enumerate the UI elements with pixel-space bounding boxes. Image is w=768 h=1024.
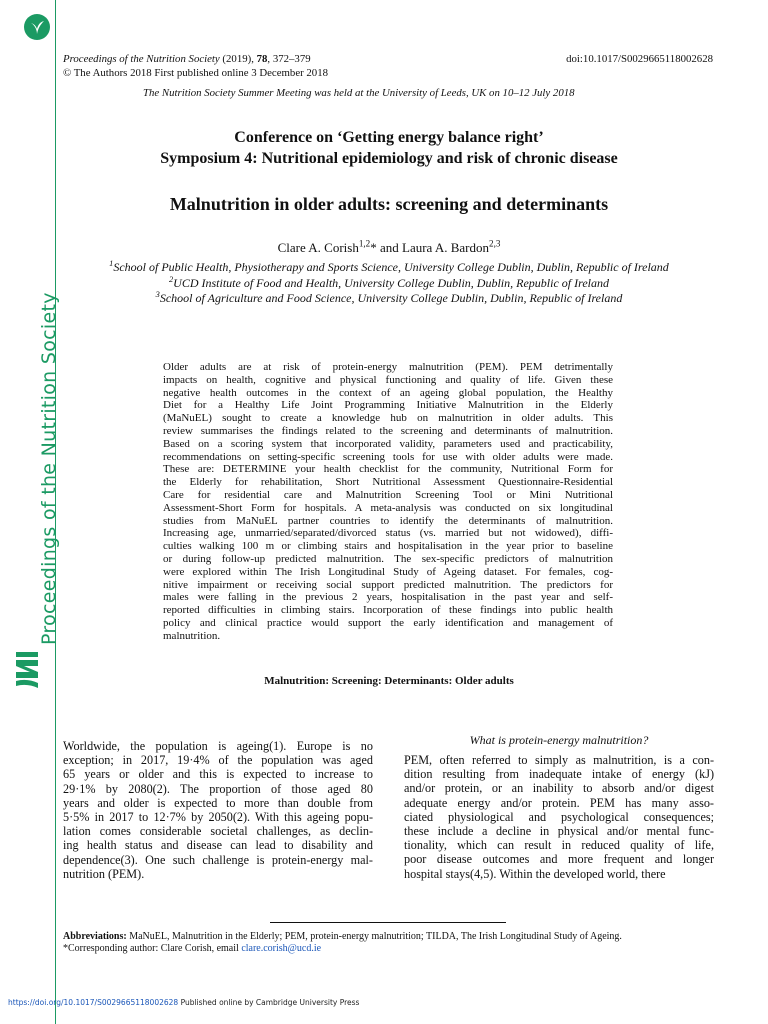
abbreviations: Abbreviations: MaNuEL, Malnutrition in the Elderly; PEM, protein-energy malnutrition; TILDA, The Irish Longitudinal Study of Ageing. <box>63 931 622 942</box>
year: (2019), <box>219 53 257 65</box>
abstract-line: males were falling in the previous 2 years, hospitalisation in the past year and self- <box>163 591 613 604</box>
body-line: ciated physiological and psychological consequences; <box>404 809 714 824</box>
body-line: 29·1% by 2080(2). The proportion of those aged 80 <box>63 781 373 796</box>
abstract-line: Based on a scoring system that incorporated validity, parameters used and practicability, <box>163 437 613 450</box>
body-line: these include a decline in physical and/or mental func- <box>404 824 714 839</box>
journal-name: Proceedings of the Nutrition Society <box>63 53 220 65</box>
footer <box>8 998 359 1007</box>
ns-logo-icon <box>12 650 42 690</box>
author-1: Clare A. Corish <box>277 240 359 255</box>
pages: , 372–379 <box>267 53 311 65</box>
section-heading: What is protein-energy malnutrition? <box>469 733 649 747</box>
abstract-line: reported difficulties in climbing stairs. Incorporation of these findings into public health <box>163 604 613 617</box>
body-line: nutrition (PEM). <box>63 866 145 881</box>
meeting-note: The Nutrition Society Summer Meeting was held at the University of Leeds, UK on 10–12 July 2018 <box>143 87 575 99</box>
author-line <box>56 240 722 256</box>
journal-vertical-title: Proceedings of the Nutrition Society <box>38 292 60 645</box>
abstract-line: studies from MaNuEL partner countries to identify the determinants of malnutrition. <box>163 514 613 527</box>
keywords: Malnutrition: Screening: Determinants: Older adults <box>264 675 514 687</box>
footnote-rule <box>270 922 506 923</box>
body-line: 5·5% in 2017 to 12·7% by 2050(2). With this ageing popu- <box>63 810 373 825</box>
title-block <box>56 127 722 169</box>
affiliations <box>56 260 722 307</box>
affiliation-1: $^1$School of Public Health, Physiotherapy and Sports Science, University College Dublin, Dublin, Republic of Ireland <box>109 259 669 274</box>
abstract-line: recommendations on setting-specific screening tools for use with older adults were made. <box>163 450 613 463</box>
abstract-line: review summarises the findings related to the screening and determinants of malnutrition. <box>163 424 613 437</box>
paper-title: Malnutrition in older adults: screening and determinants <box>169 194 609 214</box>
body-line: tionality, which can result in reduced quality of life, <box>404 838 714 853</box>
abstract-line: negative health outcomes in the context of an ageing global population, the Healthy <box>163 386 613 399</box>
publisher-note: Published online by Cambridge University Press <box>178 998 360 1007</box>
abstract-line: Assessment-Short Form for hospitals. A meta-analysis was conducted on six longitudinal <box>163 501 613 514</box>
citation-line <box>63 53 311 66</box>
corresponding-star: * <box>370 240 377 255</box>
abstract-line: Increasing age, unmarried/separated/divorced status (vs. married but not widowed), diffi- <box>163 527 613 540</box>
body-line: ing health status and disease can lead to disability and <box>63 838 373 853</box>
email-link[interactable]: clare.corish@ucd.ie <box>241 943 322 954</box>
abstract-line: culties walking 100 m or climbing stairs and hospitalisation in the year prior to baseline <box>163 540 613 553</box>
footnotes <box>63 931 743 955</box>
abstract-line: the Elderly for rehabilitation, Short Nutritional Assessment Questionnaire-Residential <box>163 476 613 489</box>
abstract-line: These are: DETERMINE your health checklist for the community, Nutritional Form for <box>163 463 613 476</box>
abstract-line: Care for residential care and Malnutrition Screening Tool or Mini Nutritional <box>163 488 613 501</box>
volume: 78 <box>256 53 268 65</box>
body-line: and/or protein, or an inability to absorb and/or digest <box>404 781 714 796</box>
doi: doi:10.1017/S0029665118002628 <box>566 53 713 65</box>
author-1-affil: 1,2 <box>358 238 371 249</box>
abstract-line: Older adults are at risk of protein-energy malnutrition (PEM). PEM detrimentally <box>163 361 613 373</box>
abstract <box>163 361 613 643</box>
abstract-line: policy and clinical practice would support the early identification and management of <box>163 616 613 629</box>
abstract-line: nitive impairment or receiving social support predicted malnutrition. The predictors for <box>163 578 613 591</box>
doi-link[interactable]: https://doi.org/10.1017/S0029665118002628 <box>8 998 179 1007</box>
nutrition-society-leaf-icon <box>24 14 50 40</box>
affiliation-2: $^2$UCD Institute of Food and Health, University College Dublin, Dublin, Republic of Ireland <box>168 274 610 290</box>
abstract-line: Diet for a Healthy Life Joint Programming Initiative Malnutrition in the Elderly <box>163 399 613 412</box>
author-2-affil: 2,3 <box>489 238 501 249</box>
intro-column <box>63 739 373 881</box>
abstract-line: impacts on health, cognitive and physical functioning and quality of life. Given these <box>163 373 613 386</box>
abstract-line: (MaNuEL) sought to create a knowledge hub on malnutrition in older adults. This <box>163 412 613 425</box>
body-line: dependence(3). One such challenge is protein-energy mal- <box>63 852 373 867</box>
body-line: dition resulting from inadequate intake of energy (kJ) <box>404 767 714 782</box>
copyright-line: © The Authors 2018 First published online 3 December 2018 <box>63 67 328 79</box>
corresponding-author: *Corresponding author: Clare Corish, email clare.corish@ucd.ie <box>63 943 322 954</box>
body-line: exception; in 2017, 19·4% of the population was aged <box>63 753 373 768</box>
body-line: 65 years or older and this is expected to increase to <box>63 767 373 782</box>
abstract-line: or during follow-up predicted malnutrition. The sex-specific predictors of malnutrition <box>163 552 613 565</box>
body-line: Worldwide, the population is ageing(1). Europe is no <box>63 739 373 753</box>
symposium-title: Symposium 4: Nutritional epidemiology and risk of chronic disease <box>160 150 618 167</box>
body-line: years and older is expected to more than double from <box>63 795 373 810</box>
body-line: poor disease outcomes and more frequent and longer <box>404 852 714 867</box>
conference-title: Conference on ‘Getting energy balance right’ <box>234 129 544 146</box>
pem-column <box>404 753 714 881</box>
abstract-line: malnutrition. <box>163 629 221 642</box>
body-line: PEM, often referred to simply as malnutrition, is a con- <box>404 753 714 767</box>
body-line: adequate energy and/or protein. PEM has many asso- <box>404 795 714 810</box>
body-line: lation comes considerable societal challenges, as declin- <box>63 824 373 839</box>
abstract-line: were explored within The Irish Longitudinal Study of Ageing dataset. For females, cog- <box>163 565 613 578</box>
author-2: and Laura A. Bardon <box>376 240 490 255</box>
body-line: hospital stays(4,5). Within the developed world, there <box>404 866 666 881</box>
affiliation-3: $^3$School of Agriculture and Food Science, University College Dublin, Dublin, Republic of Ireland <box>155 290 623 305</box>
